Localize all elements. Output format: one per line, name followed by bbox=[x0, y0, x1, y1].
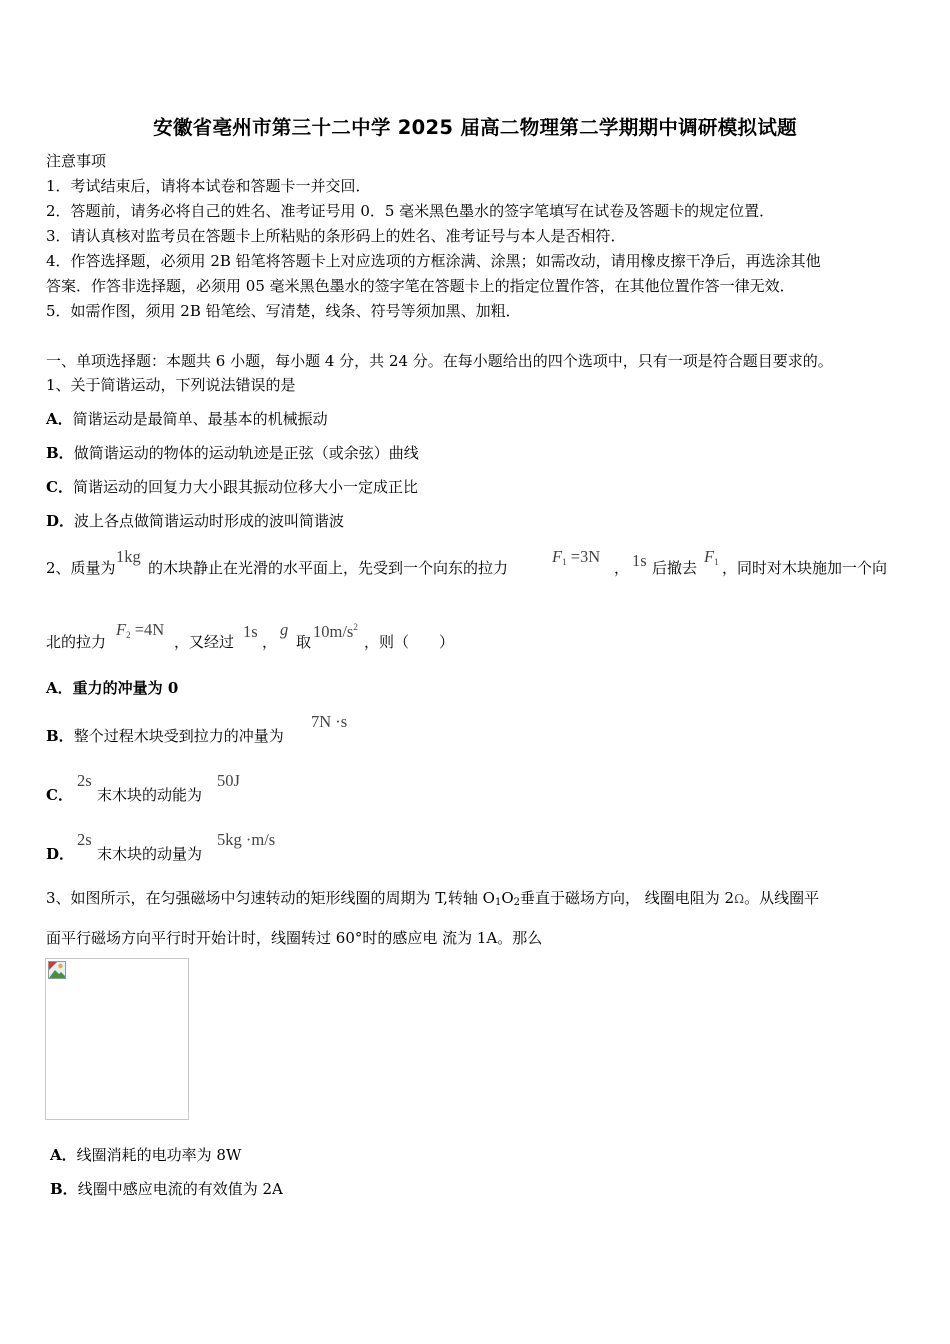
option-label: A． bbox=[46, 410, 73, 428]
option-label: B． bbox=[46, 727, 74, 745]
math-symbol: g bbox=[280, 620, 289, 639]
notice-item: 答案．作答非选择题，必须用 05 毫米黑色墨水的签字笔在答题卡上的指定位置作答，在其他位置作答一律无效． bbox=[46, 277, 795, 295]
option-text: 做简谐运动的物体的运动轨迹是正弦（或余弦）曲线 bbox=[73, 444, 419, 462]
math-symbol: F bbox=[552, 547, 563, 566]
option-text: 波上各点做简谐运动时形成的波叫简谐波 bbox=[74, 512, 345, 530]
question-1-option-b bbox=[46, 443, 419, 463]
option-label: A． bbox=[46, 679, 73, 697]
option-label: D． bbox=[46, 845, 75, 863]
math-symbol: F bbox=[116, 620, 127, 639]
math-gravity-value bbox=[313, 622, 358, 642]
math-force-f1 bbox=[704, 547, 719, 567]
option-text: 末木块的动能为 bbox=[97, 786, 203, 804]
subscript: 2 bbox=[513, 897, 521, 908]
math-force-f2 bbox=[116, 620, 164, 640]
ohm-symbol: Ω bbox=[734, 892, 745, 906]
option-label: A． bbox=[50, 1146, 77, 1164]
math-symbol: F bbox=[704, 547, 715, 566]
section-heading: 一、单项选择题：本题共 6 小题，每小题 4 分，共 24 分。在每小题给出的四个选项中，只有一项是符合题目要求的。 bbox=[46, 352, 833, 370]
math-value: =4N bbox=[134, 620, 165, 639]
question-2-stem-part: 取 bbox=[296, 633, 312, 651]
question-2-stem-part: 的木块静止在光滑的水平面上，先受到一个向东的拉力 bbox=[148, 559, 509, 577]
option-label: C． bbox=[46, 478, 73, 496]
question-2-stem-part: 北的拉力 bbox=[46, 633, 107, 651]
question-2-option-c bbox=[46, 785, 73, 805]
subscript: 1 bbox=[494, 897, 502, 908]
notice-item: 2．答题前，请务必将自己的姓名、准考证号用 0．5 毫米黑色墨水的签字笔填写在试卷及答题卡的规定位置． bbox=[46, 202, 775, 220]
question-3-stem-line-1 bbox=[46, 888, 819, 913]
question-2-stem-part: 后撤去 bbox=[652, 559, 698, 577]
math-subscript: 1 bbox=[562, 557, 567, 567]
question-1-option-c bbox=[46, 477, 418, 497]
question-3-option-a bbox=[50, 1145, 241, 1165]
question-1-option-d bbox=[46, 511, 344, 531]
question-1-stem: 1、关于简谐运动，下列说法错误的是 bbox=[46, 376, 296, 394]
option-label: B． bbox=[46, 444, 74, 462]
math-force-f1 bbox=[552, 547, 600, 567]
math-gravity bbox=[280, 620, 288, 640]
option-label: B． bbox=[50, 1180, 78, 1198]
math-superscript: 2 bbox=[353, 622, 358, 632]
math-impulse: 7N ·s bbox=[311, 712, 348, 731]
stem-part: 3、如图所示，在匀强磁场中匀速转动的矩形线圈的周期为 T,转轴 O bbox=[46, 889, 495, 907]
option-text: 简谐运动是最简单、最基本的机械振动 bbox=[72, 410, 328, 428]
question-1-option-a bbox=[46, 409, 328, 429]
stem-part: 垂直于磁场方向， 线圈电阻为 2 bbox=[520, 889, 735, 907]
stem-part: 。从线圈平 bbox=[744, 889, 820, 907]
notice-item: 3．请认真核对监考员在答题卡上所粘贴的条形码上的姓名、准考证号与本人是否相符． bbox=[46, 227, 626, 245]
question-3-figure bbox=[45, 958, 189, 1120]
option-text: 末木块的动量为 bbox=[97, 845, 203, 863]
math-time-1: 1s bbox=[632, 551, 647, 570]
math-mass: 1kg bbox=[116, 547, 141, 566]
math-value: =3N bbox=[570, 547, 601, 566]
question-2-stem-part: ， bbox=[614, 559, 630, 577]
question-3-option-b bbox=[50, 1179, 283, 1199]
question-2-stem-part: ，则（ ） bbox=[364, 633, 455, 651]
notice-item: 1．考试结束后，请将本试卷和答题卡一并交回． bbox=[46, 177, 371, 195]
notice-item: 5．如需作图，须用 2B 铅笔绘、写清楚，线条、符号等须加黑、加粗． bbox=[46, 302, 521, 320]
option-label: C． bbox=[46, 786, 73, 804]
question-2-stem-part: ， bbox=[262, 633, 278, 651]
page-title: 安徽省亳州市第三十二中学 2025 届高二物理第二学期期中调研模拟试题 bbox=[153, 116, 797, 139]
option-text: 线圈消耗的电功率为 8W bbox=[76, 1146, 242, 1164]
option-text: 线圈中感应电流的有效值为 2A bbox=[77, 1180, 283, 1198]
question-2-option-d bbox=[46, 844, 74, 864]
question-2-stem-part: ，同时对木块施加一个向 bbox=[722, 559, 888, 577]
question-3-stem-line-2: 面平行磁场方向平行时开始计时，线圈转过 60°时的感应电 流为 1A。那么 bbox=[46, 929, 543, 947]
math-subscript: 2 bbox=[126, 630, 131, 640]
math-energy: 50J bbox=[217, 771, 240, 790]
broken-image-icon bbox=[48, 961, 66, 979]
stem-part: O bbox=[501, 889, 514, 907]
question-2-stem-part: ，又经过 bbox=[174, 633, 235, 651]
notice-item: 4．作答选择题，必须用 2B 铅笔将答题卡上对应选项的方框涂满、涂黑；如需改动，请用橡皮擦干净后，再选涂其他 bbox=[46, 252, 821, 270]
option-text: 简谐运动的回复力大小跟其振动位移大小一定成正比 bbox=[72, 478, 418, 496]
question-2-option-b bbox=[46, 726, 284, 746]
question-2-option-a bbox=[46, 678, 178, 698]
question-2-stem-part: 2、质量为 bbox=[46, 559, 116, 577]
math-time: 2s bbox=[77, 830, 92, 849]
math-momentum: 5kg ·m/s bbox=[217, 830, 276, 849]
math-value: 10m/s bbox=[313, 622, 354, 641]
notice-heading: 注意事项 bbox=[46, 152, 107, 170]
option-text: 整个过程木块受到拉力的冲量为 bbox=[73, 727, 284, 745]
math-time: 2s bbox=[77, 771, 92, 790]
math-time-2: 1s bbox=[243, 622, 258, 641]
option-label: D． bbox=[46, 512, 75, 530]
math-subscript: 1 bbox=[714, 557, 719, 567]
option-text: 重力的冲量为 0 bbox=[72, 679, 179, 697]
